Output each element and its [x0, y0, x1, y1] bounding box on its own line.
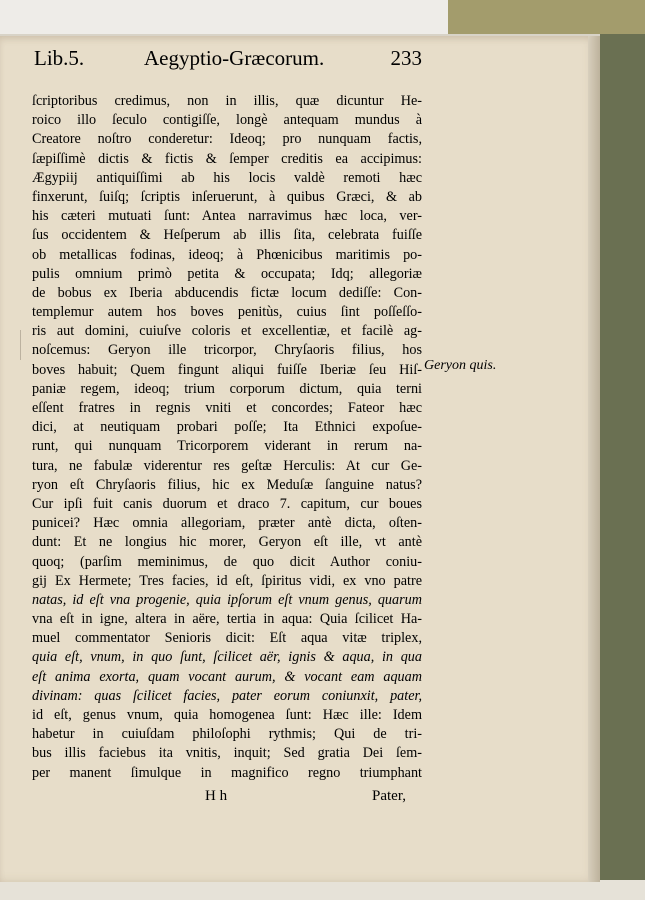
text-line: templemur autem hos boves penitùs, cuius ſint poſſeſſo-: [32, 304, 422, 321]
text-line: ob metallicas fodinas, ideoq; à Phœnicibus maritimis po-: [32, 246, 422, 263]
text-line: paniæ regem, ideoq; trium corporum dictum, quia terni: [32, 380, 422, 397]
body-text: [32, 92, 422, 783]
text-line: his cæteri mutuati ſunt: Antea narravimus hæc loca, ver-: [32, 208, 422, 225]
text-line-italic: divinam: quas ſcilicet facies, pater eorum coniunxit, pater,: [32, 687, 422, 704]
catchword: Pater,: [372, 788, 406, 804]
background-right: [600, 34, 645, 900]
text-line: ris aut domini, cuiuſve coloris et excellentiæ, et facilè ag-: [32, 323, 422, 340]
text-line: vna eſt in igne, altera in aëre, tertia in aqua: Quia ſcilicet Ha-: [32, 611, 422, 628]
text-line: ſus occidentem & Heſperum ab illis ſita, celebrata fuiſſe: [32, 227, 422, 244]
signature-mark: H h: [205, 788, 228, 804]
text-line: boves habuit; Quem fingunt aliqui fuiſſe Iberiæ ſeu Hiſ-: [32, 361, 422, 378]
text-line: Cur ipſi fuit canis duorum et draco 7. capitum, cur boues: [32, 495, 422, 512]
page-number: 233: [390, 46, 422, 70]
text-line: quoq; (parſim meminimus, de quo dicit Author coniu-: [32, 553, 422, 570]
text-line: finxerunt, ſuiſq; ſcriptis inſeruerunt, à quibus Græci, & ab: [32, 188, 422, 205]
text-line: Ægypiij antiquiſſimi ab his locis valdè remoti hæc: [32, 169, 422, 186]
text-line: tura, ne fabulæ viderentur res geſtæ Herculis: At cur Ge-: [32, 457, 422, 474]
text-line: muel commentator Senioris dicit: Eſt aqua vitæ triplex,: [32, 630, 422, 647]
text-line: punicei? Hæc omnia allegoriam, præter antè dicta, oſten-: [32, 515, 422, 532]
running-header: [34, 46, 422, 74]
text-line: dunt: Et ne longius hic morer, Geryon eſt ille, vt antè: [32, 534, 422, 551]
text-line: de bobus ex Iberia abducendis fictæ locum dediſſe: Con-: [32, 284, 422, 301]
book-number: Lib.5.: [34, 46, 85, 70]
running-title: Aegyptio-Græcorum.: [144, 46, 325, 70]
text-line: per manent ſimulque in magnifico regno triumphant: [32, 764, 422, 781]
text-line: noſcemus: Geryon ille tricorpor, Chryſaoris filius, hos: [32, 342, 422, 359]
background-cover-edge: [448, 0, 645, 34]
text-line: ſcriptoribus credimus, non in illis, quæ dicuntur He-: [32, 93, 422, 109]
text-line: dici, at neutiquam probari poſſe; Ita Ethnici expoſue-: [32, 419, 422, 436]
page-edge: [588, 36, 600, 882]
text-line: id eſt, genus vnum, quia homogenea ſunt: Hæc ille: Idem: [32, 707, 422, 723]
text-line-italic: natas, id eſt vna progenie, quia ipſorum eſt vnum genus, quarum: [32, 591, 422, 608]
text-line-italic: quia eſt, vnum, in quo ſunt, ſcilicet aër, ignis & aqua, in qua: [32, 649, 422, 666]
text-line-italic: eſt anima exorta, quam vocant aurum, & vocant eam aquam: [32, 668, 422, 685]
text-line: eſſent fratres in regnis vniti et concordes; Fateor hæc: [32, 400, 422, 416]
text-line: roico illo ſeculo contigiſſe, longè antequam mundus à: [32, 112, 422, 129]
text-line: pulis omnium primò petita & occupata; Idq; allegoriæ: [32, 265, 422, 282]
text-line: runt, qui nunquam Tricorporem viderant in rerum na-: [32, 438, 422, 455]
text-line: bus illis faciebus ita vnitis, inquit; Sed gratia Dei ſem-: [32, 745, 422, 762]
text-line: ryon eſt Chryſaoris filius, hic ex Meduſæ ſanguine natus?: [32, 476, 422, 493]
text-line: Creatore noſtro conderetur: Ideoq; pro nunquam factis,: [32, 131, 422, 148]
text-line: ſæpiſſimè dictis & fictis & ſemper creditis ea accipimus:: [32, 150, 422, 167]
text-line: gij Ex Hermete; Tres facies, id eſt, ſpiritus vidi, ex vno patre: [32, 572, 422, 589]
text-line: habetur in cuiuſdam philoſophi rythmis; Qui de tri-: [32, 726, 422, 743]
margin-note: Geryon quis.: [424, 358, 497, 373]
background-bottom: [0, 880, 645, 900]
